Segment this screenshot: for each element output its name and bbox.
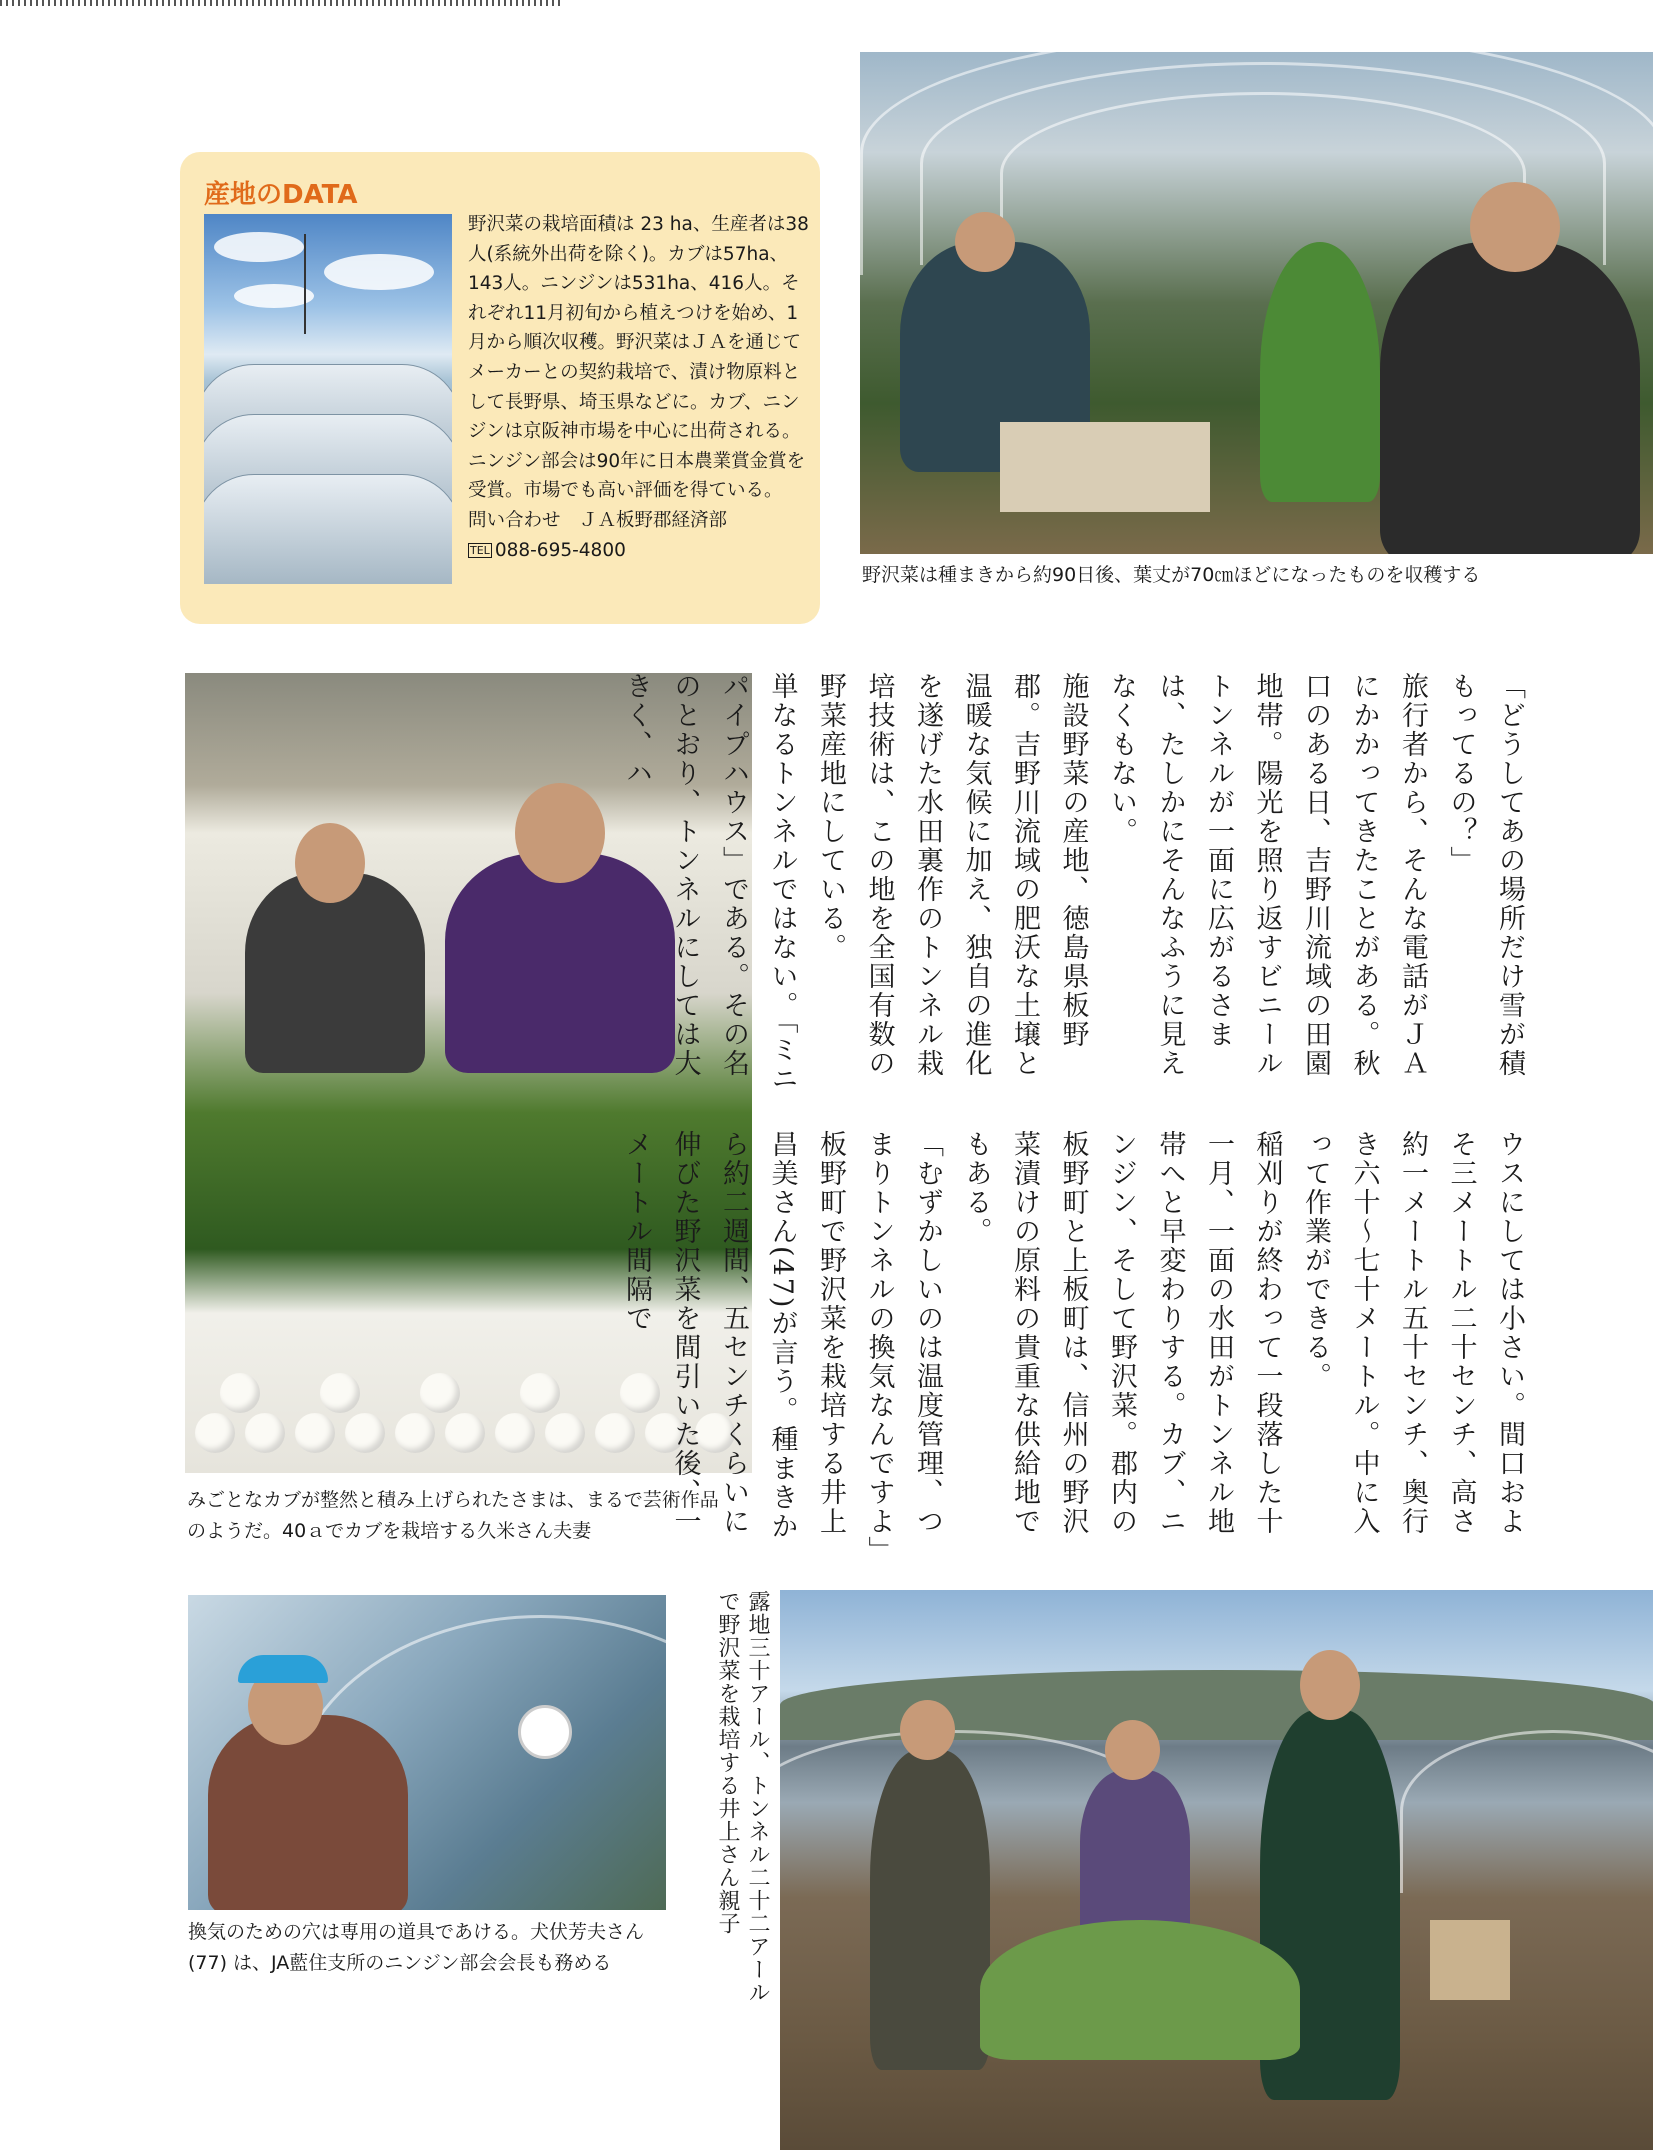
tunnel-landscape-photo	[204, 214, 452, 584]
article-paragraph: 「どうしてあの場所だけ雪が積もってるの？」	[1445, 672, 1525, 1078]
article-paragraph: 施設野菜の産地、徳島県板野郡。吉野川流域の肥沃な土壌と温暖な気候に加え、独自の進化を遂げた水田裏作のトンネル栽培技術は、この地を全国有数の野菜産地にしている。	[815, 672, 1089, 1078]
article-column-1	[621, 672, 1533, 1102]
article-paragraph: 「むずかしいのは温度管理、つまりトンネルの換気なんですよ」	[863, 1130, 943, 1565]
article-paragraph: 単なるトンネルではない。「ミニパイプハウス」である。その名のとおり、トンネルにしては大きく、ハ	[621, 672, 798, 1094]
turnip-caption-line1: みごとなカブが整然と積み上げられたさまは、まるで芸術作品	[187, 1489, 719, 1511]
article-paragraph: 稲刈りが終わって一段落した十一月、一面の水田がトンネル地帯へと早変わりする。カブ、ニンジン、そして野沢菜。郡内の板野町と上板町は、信州の野沢菜漬けの原料の貴重な供給地でもある。	[960, 1130, 1283, 1536]
data-box-title: 産地のDATA	[204, 180, 358, 210]
vent-tool-photo	[188, 1595, 666, 1910]
vent-caption-line2: (77) は、JA藍住支所のニンジン部会会長も務める	[188, 1952, 612, 1974]
data-box-description: 野沢菜の栽培面積は 23 ha、生産者は38人(系統外出荷を除く)。カブは57ha、143人。ニンジンは531ha、416人。それぞれ11月初旬から植えつけを始め、1月から順次収穫。野沢菜はＪＡを通じてメーカーとの契約栽培で、漬け物原料として長野県、埼玉県などに。カブ、ニンジンは京阪神市場を中心に出荷される。ニンジン部会は90年に日本農業賞金賞を受賞。市場でも高い評価を得ている。	[468, 214, 809, 502]
tel-mark: TEL	[470, 543, 490, 557]
top-dotted-rule	[0, 0, 560, 6]
harvest-in-tunnel-photo	[860, 52, 1653, 554]
article-paragraph: 板野町で野沢菜を栽培する井上昌美さん(47)が言う。種まきから約二週間、五センチくらいに伸びた野沢菜を間引いた後、一メートル間隔で	[621, 1130, 846, 1542]
vent-caption	[188, 1917, 688, 1979]
article-paragraph: ウスにしては小さい。間口およそ三メートル二十センチ、高さ約一メートル五十センチ、奥行き六十～七十メートル。中に入って作業ができる。	[1300, 1130, 1525, 1536]
harvest-caption: 野沢菜は種まきから約90日後、葉丈が70㎝ほどになったものを収穫する	[862, 564, 1481, 586]
article-paragraph: 旅行者から、そんな電話がＪＡにかかってきたことがある。秋口のある日、吉野川流域の田園地帯。陽光を照り返すビニールトンネルが一面に広がるさまは、たしかにそんなふうに見えなくもない。	[1106, 672, 1428, 1078]
article-column-2	[621, 1130, 1533, 1565]
turnip-caption-line2: のようだ。40ａでカブを栽培する久米さん夫妻	[187, 1520, 592, 1542]
data-box	[180, 152, 820, 624]
data-box-body	[468, 210, 813, 565]
tel-number: 088-695-4800	[494, 539, 626, 561]
contact-label: 問い合わせ ＪＡ板野郡経済部	[468, 509, 728, 531]
inoue-family-field-photo	[780, 1590, 1653, 2150]
field-caption: 露地三十アール、トンネル二十二アールで野沢菜を栽培する井上さん親子	[715, 1590, 770, 2004]
vent-caption-line1: 換気のための穴は専用の道具であける。犬伏芳夫さん	[188, 1921, 645, 1943]
